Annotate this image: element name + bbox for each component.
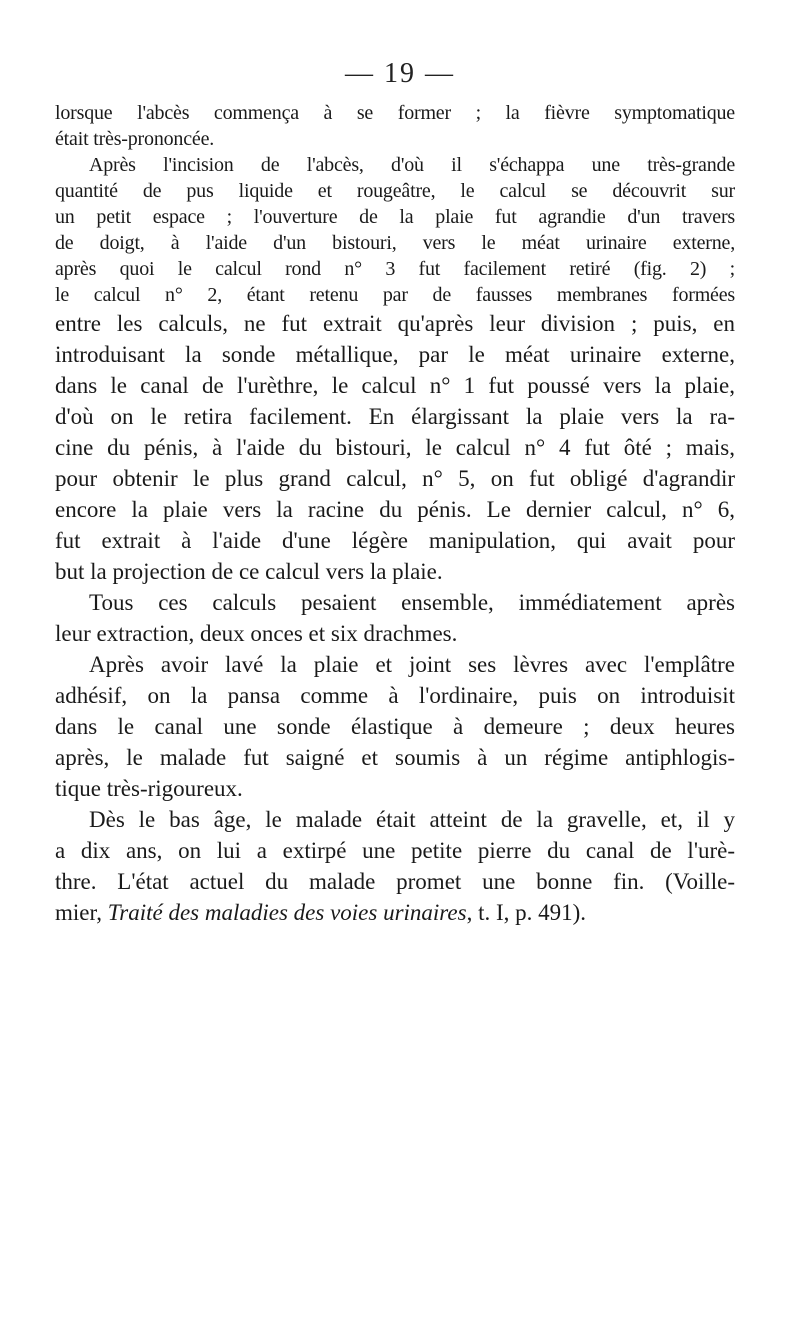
text-line: après, le malade fut saigné et soumis à un régime antiphlogis-: [55, 745, 735, 770]
text-line: pour obtenir le plus grand calcul, n° 5, on fut obligé d'agrandir: [55, 466, 735, 491]
page-number: — 19 —: [345, 58, 455, 89]
text-line: cine du pénis, à l'aide du bistouri, le calcul n° 4 fut ôté ; mais,: [55, 435, 735, 460]
text-line: dans le canal une sonde élastique à demeure ; deux heures: [55, 714, 735, 739]
text-line: Après avoir lavé la plaie et joint ses lèvres avec l'emplâtre: [89, 652, 735, 677]
body-text: [55, 100, 735, 928]
text-line: fut extrait à l'aide d'une légère manipulation, qui avait pour: [55, 528, 735, 553]
citation-reference: , t. I, p. 491).: [466, 900, 587, 925]
text-line: de doigt, à l'aide d'un bistouri, vers le méat urinaire externe,: [55, 232, 735, 254]
text-line: le calcul n° 2, étant retenu par de fausses membranes formées: [55, 284, 735, 306]
text-line: introduisant la sonde métallique, par le méat urinaire externe,: [55, 342, 735, 367]
text-line: a dix ans, on lui a extirpé une petite pierre du canal de l'urè-: [55, 838, 735, 863]
text-line: lorsque l'abcès commença à se former ; la fièvre symptomatique: [55, 102, 735, 124]
text-line: après quoi le calcul rond n° 3 fut facilement retiré (fig. 2) ;: [55, 258, 735, 280]
text-line: thre. L'état actuel du malade promet une bonne fin. (Voille-: [55, 869, 735, 894]
text-line: quantité de pus liquide et rougeâtre, le calcul se découvrit sur: [55, 180, 735, 202]
text-line: encore la plaie vers la racine du pénis. Le dernier calcul, n° 6,: [55, 497, 735, 522]
text-line: Tous ces calculs pesaient ensemble, immédiatement après: [89, 590, 735, 615]
text-line: Après l'incision de l'abcès, d'où il s'échappa une très-grande: [89, 154, 735, 176]
citation-author: mier,: [55, 900, 102, 925]
citation-line: [55, 897, 735, 928]
text-line: un petit espace ; l'ouverture de la plaie fut agrandie d'un travers: [55, 206, 735, 228]
text-line: tique très-rigoureux.: [55, 776, 243, 801]
text-line: Dès le bas âge, le malade était atteint de la gravelle, et, il y: [89, 807, 735, 832]
citation-title: Traité des maladies des voies urinaires: [107, 900, 467, 925]
text-line: était très-prononcée.: [55, 128, 215, 150]
text-line: entre les calculs, ne fut extrait qu'après leur division ; puis, en: [55, 311, 735, 336]
text-line: adhésif, on la pansa comme à l'ordinaire, puis on introduisit: [55, 683, 735, 708]
text-line: dans le canal de l'urèthre, le calcul n° 1 fut poussé vers la plaie,: [55, 373, 735, 398]
text-line: but la projection de ce calcul vers la plaie.: [55, 559, 443, 584]
text-line: d'où on le retira facilement. En élargissant la plaie vers la ra-: [55, 404, 735, 429]
text-line: leur extraction, deux onces et six drachmes.: [55, 621, 458, 646]
